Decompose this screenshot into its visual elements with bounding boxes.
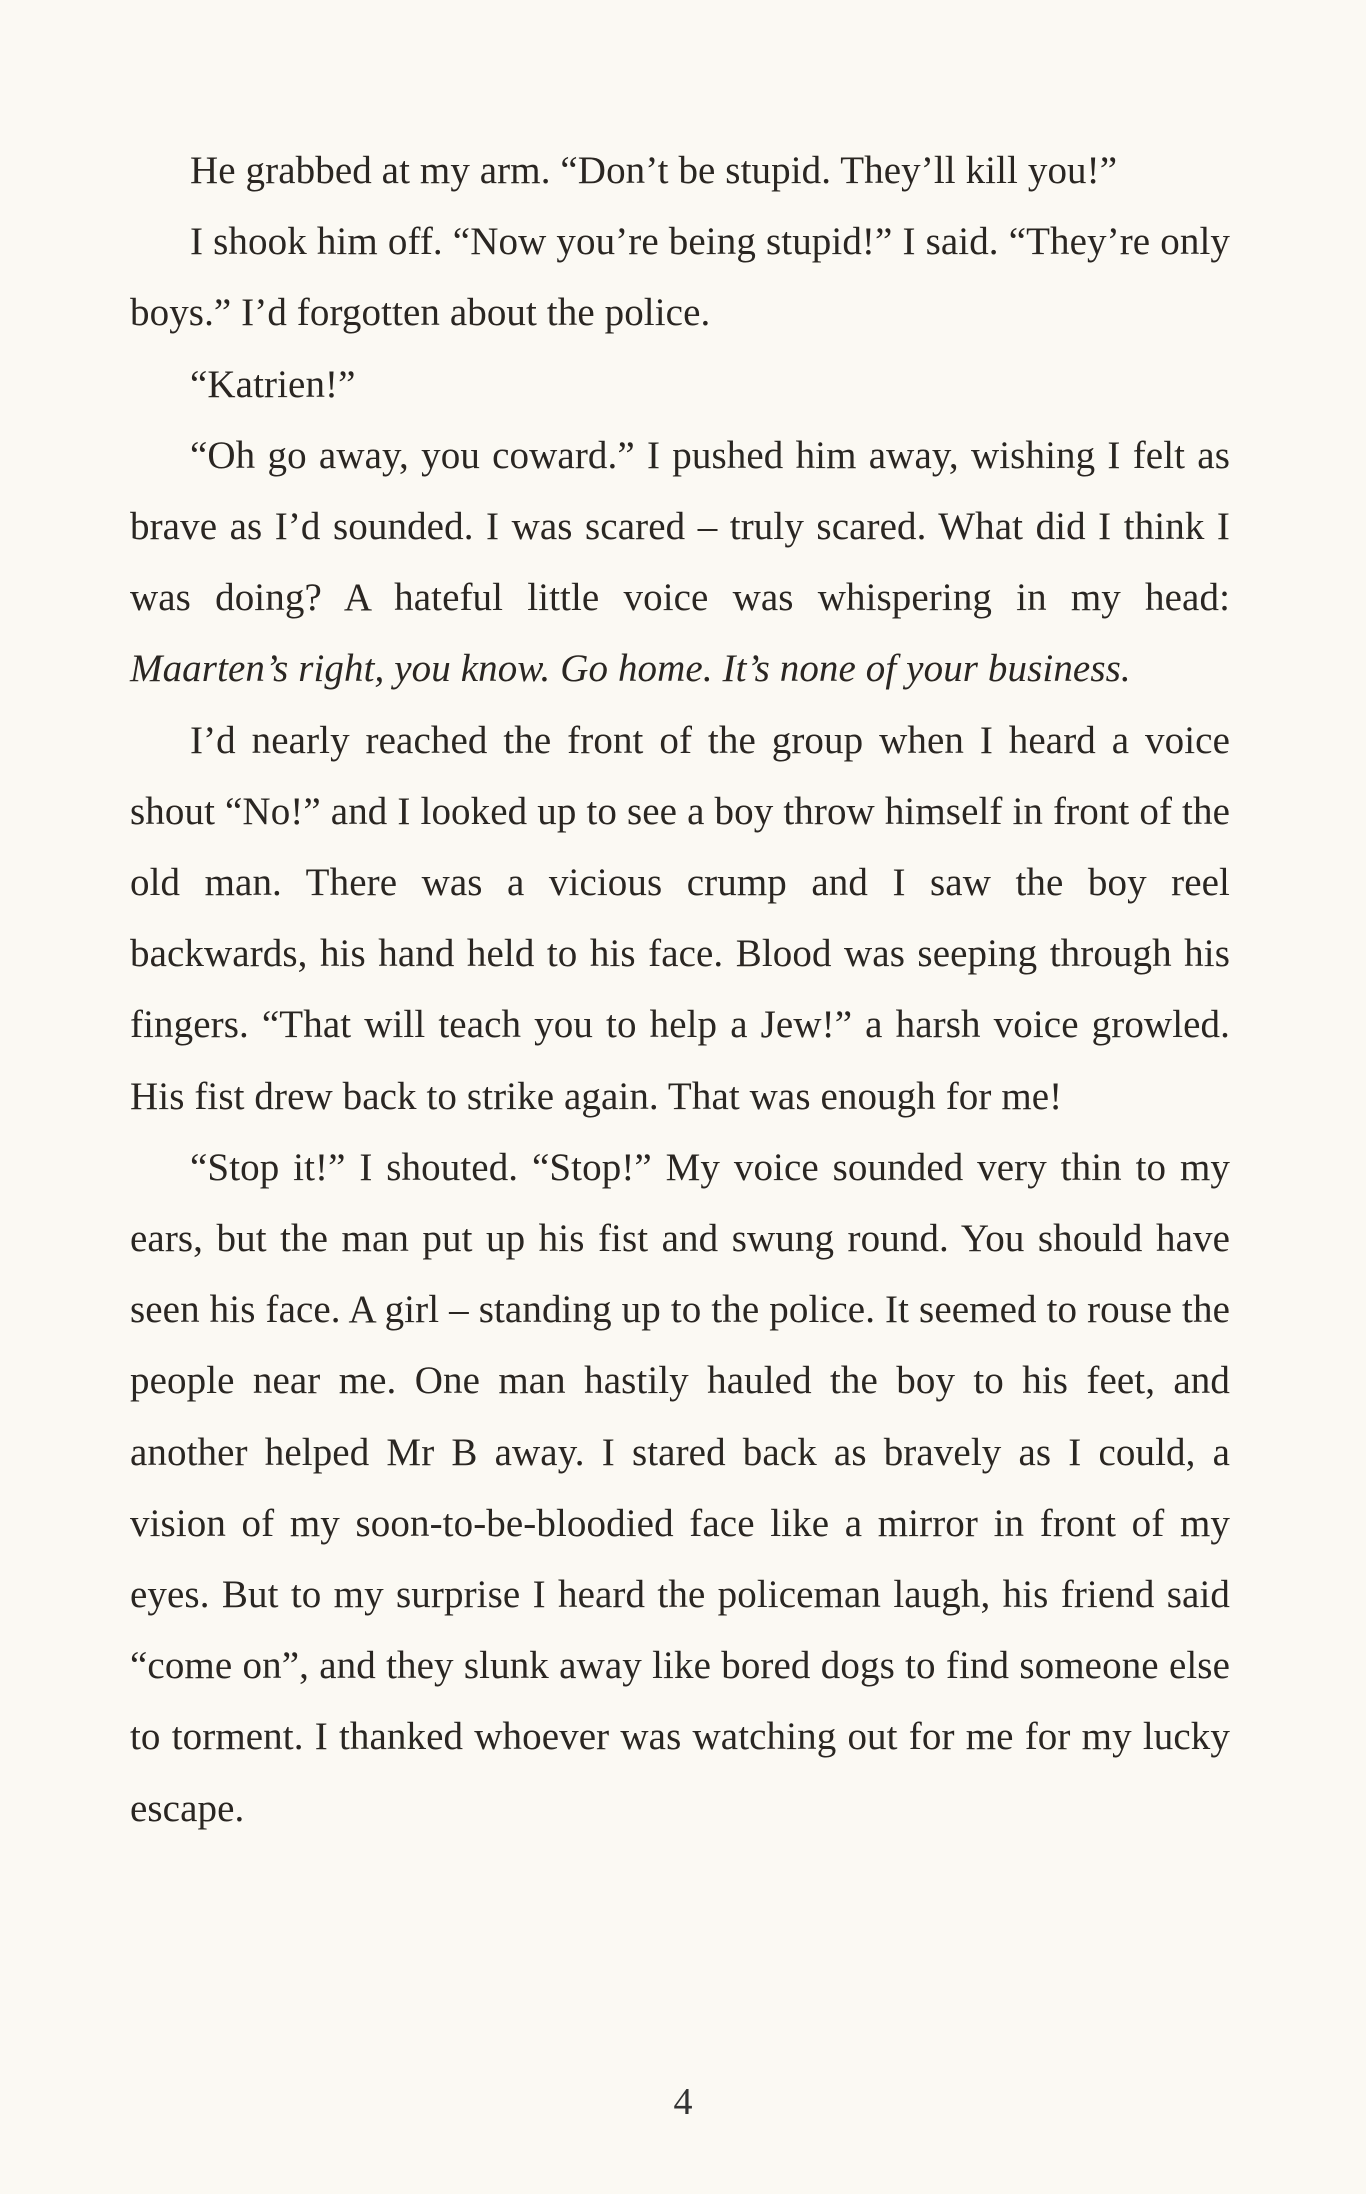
- paragraph-3: “Katrien!”: [190, 362, 356, 406]
- paragraph-4-text: “Oh go away, you coward.” I pushed him away, wishing I felt as brave as I’d sounded. I was scared – truly scared. What did I think I was doing? A hateful little voice was whispering in my head:: [130, 433, 1230, 620]
- paragraph-4: [130, 420, 1230, 705]
- paragraph-2: I shook him off. “Now you’re being stupid!” I said. “They’re only boys.” I’d forgotten about the police.: [130, 220, 1230, 335]
- paragraph-4-italic-thought: Maarten’s right, you know. Go home. It’s none of your business.: [130, 647, 1131, 691]
- paragraph-6: “Stop it!” I shouted. “Stop!” My voice sounded very thin to my ears, but the man put up his fist and swung round. You should have seen his face. A girl – standing up to the police. It seemed to rouse the people near me. One man hastily hauled the boy to his feet, and another helped Mr B away. I stared back as bravely as I could, a vision of my soon-to-be-bloodied face like a mirror in front of my eyes. But to my surprise I heard the policeman laugh, his friend said “come on”, and they slunk away like bored dogs to find someone else to torment. I thanked whoever was watching out for me for my lucky escape.: [130, 1145, 1230, 1830]
- paragraph-1: He grabbed at my arm. “Don’t be stupid. They’ll kill you!”: [190, 149, 1118, 192]
- page-body: [130, 135, 1230, 1844]
- page-number: 4: [673, 2081, 693, 2123]
- paragraph-5: I’d nearly reached the front of the group when I heard a voice shout “No!” and I looked up to see a boy throw himself in front of the old man. There was a vicious crump and I saw the boy reel backwards, his hand held to his face. Blood was seeping through his fingers. “That will teach you to help a Jew!” a harsh voice growled. His fist drew back to strike again. That was enough for me!: [130, 718, 1230, 1118]
